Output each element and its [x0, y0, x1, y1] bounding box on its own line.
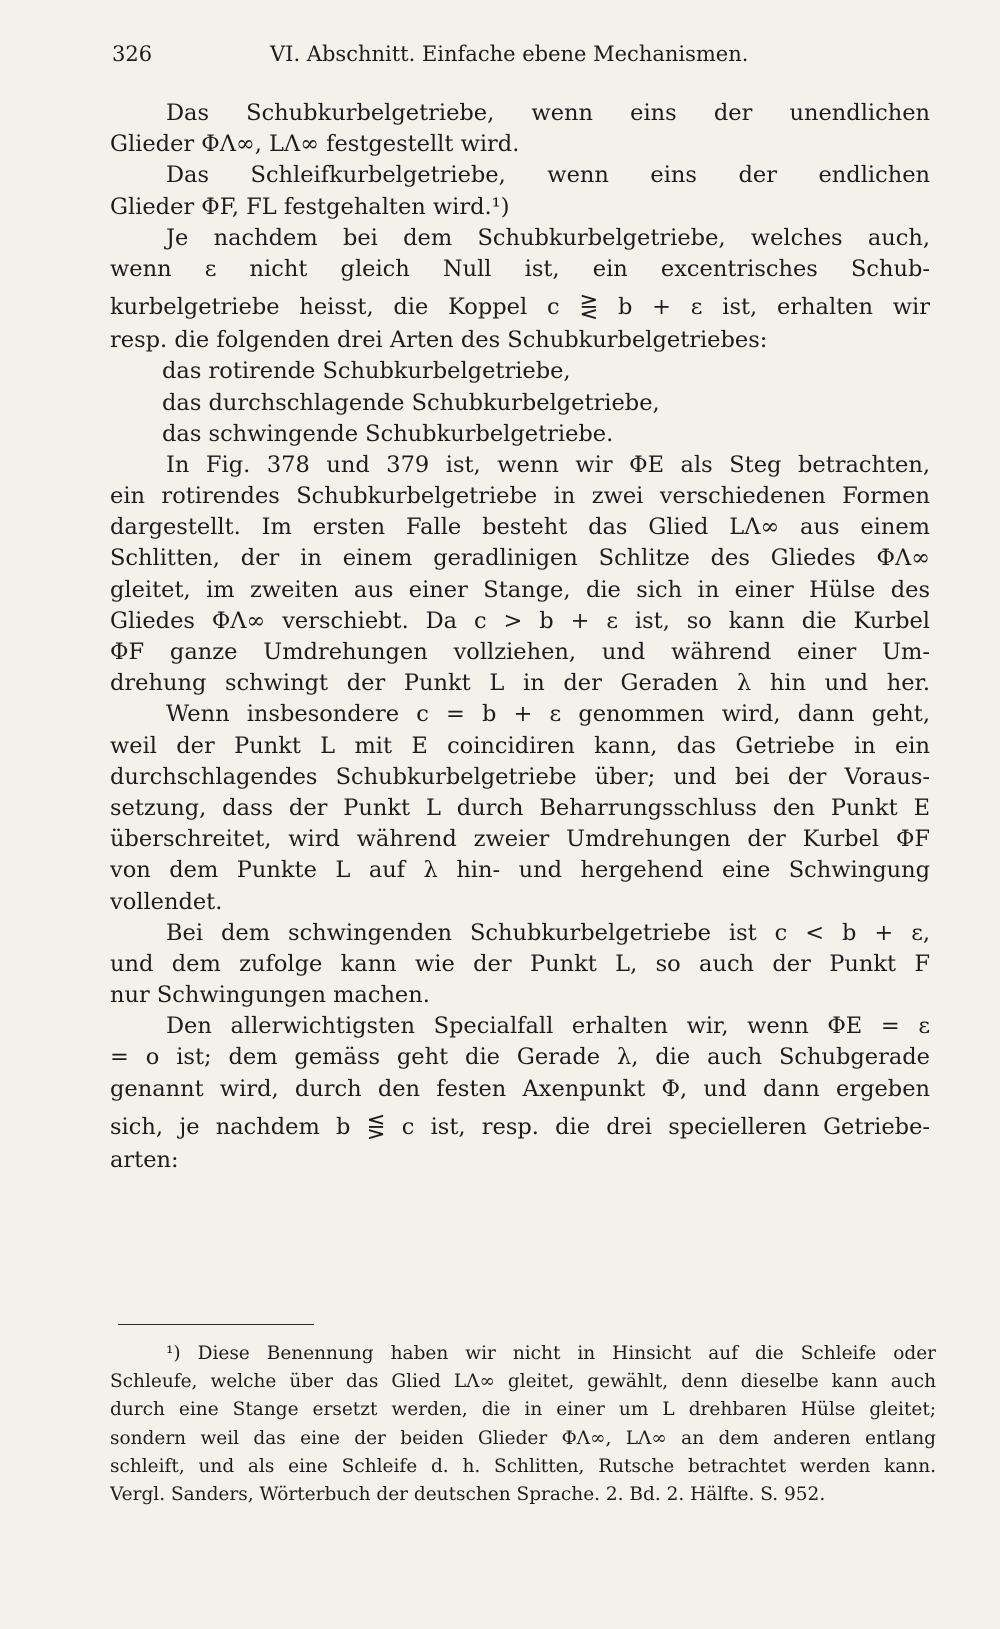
text-line: dargestellt. Im ersten Falle besteht das Glied LΛ∞ aus einem: [110, 514, 930, 541]
footnote-divider: [118, 1324, 314, 1325]
text-line: ΦF ganze Umdrehungen vollziehen, und während einer Um-: [110, 639, 930, 665]
page-number: 326: [112, 42, 153, 66]
text-line: von dem Punkte L auf λ hin- und hergehend eine Schwingung: [110, 857, 930, 884]
text-line: In Fig. 378 und 379 ist, wenn wir ΦE als Steg betrachten,: [166, 451, 930, 478]
main-text: [110, 98, 930, 1176]
text-line: arten:: [110, 1146, 179, 1173]
text-line: das schwingende Schubkurbelgetriebe.: [162, 420, 614, 447]
text-line: Das Schleifkurbelgetriebe, wenn eins der endlichen: [166, 162, 930, 189]
text-line: ein rotirendes Schubkurbelgetriebe in zwei verschiedenen Formen: [110, 483, 930, 510]
text-line: Den allerwichtigsten Specialfall erhalten wir, wenn ΦE = ε: [166, 1013, 930, 1040]
text-line: Glieder ΦF, FL festgehalten wird.¹): [110, 193, 510, 220]
footnote-line: durch eine Stange ersetzt werden, die in einer um L drehbaren Hülse gleitet;: [110, 1399, 936, 1421]
text-line: Glieder ΦΛ∞, LΛ∞ festgestellt wird.: [110, 131, 520, 158]
text-line: Bei dem schwingenden Schubkurbelgetriebe ist c < b + ε,: [166, 919, 930, 946]
text-line: wenn ε nicht gleich Null ist, ein excentrisches Schub-: [110, 255, 930, 282]
footnote-line: schleift, und als eine Schleife d. h. Schlitten, Rutsche betrachtet werden kann.: [110, 1455, 936, 1477]
text-line: setzung, dass der Punkt L durch Beharrungsschluss den Punkt E: [110, 794, 930, 821]
footnote: [110, 1340, 936, 1509]
text-line: nur Schwingungen machen.: [110, 982, 430, 1009]
text-line: sich, je nachdem b ⋚ c ist, resp. die drei specielleren Getriebe-: [110, 1113, 930, 1140]
text-line: vollendet.: [110, 888, 223, 915]
text-line: resp. die folgenden drei Arten des Schubkurbelgetriebes:: [110, 327, 768, 354]
text-line: Das Schubkurbelgetriebe, wenn eins der unendlichen: [166, 100, 930, 126]
footnote-line: Vergl. Sanders, Wörterbuch der deutschen Sprache. 2. Bd. 2. Hälfte. S. 952.: [110, 1483, 826, 1505]
text-line: = o ist; dem gemäss geht die Gerade λ, die auch Schubgerade: [110, 1044, 930, 1071]
text-line: Je nachdem bei dem Schubkurbelgetriebe, welches auch,: [166, 224, 930, 251]
text-line: überschreitet, wird während zweier Umdrehungen der Kurbel ΦF: [110, 826, 930, 853]
text-line: weil der Punkt L mit E coincidiren kann, das Getriebe in ein: [110, 732, 930, 759]
text-line: genannt wird, durch den festen Axenpunkt Φ, und dann ergeben: [110, 1075, 930, 1102]
text-line: Gliedes ΦΛ∞ verschiebt. Da c > b + ε ist, so kann die Kurbel: [110, 607, 930, 634]
text-line: Wenn insbesondere c = b + ε genommen wird, dann geht,: [166, 701, 930, 728]
running-title: VI. Abschnitt. Einfache ebene Mechanismen.: [270, 42, 749, 66]
text-line: Schlitten, der in einem geradlinigen Schlitze des Gliedes ΦΛ∞: [110, 545, 930, 572]
text-line: durchschlagendes Schubkurbelgetriebe über; und bei der Voraus-: [110, 763, 930, 790]
text-line: drehung schwingt der Punkt L in der Geraden λ hin und her.: [110, 670, 930, 697]
text-line: gleitet, im zweiten aus einer Stange, die sich in einer Hülse des: [110, 576, 930, 603]
text-line: das durchschlagende Schubkurbelgetriebe,: [162, 389, 660, 416]
running-header: [112, 42, 932, 74]
footnote-line: sondern weil das eine der beiden Glieder ΦΛ∞, LΛ∞ an dem anderen entlang: [110, 1427, 936, 1449]
text-line: kurbelgetriebe heisst, die Koppel c ⋛ b + ε ist, erhalten wir: [110, 294, 930, 321]
footnote-line: ¹) Diese Benennung haben wir nicht in Hinsicht auf die Schleife oder: [166, 1343, 936, 1364]
text-line: und dem zufolge kann wie der Punkt L, so auch der Punkt F: [110, 950, 930, 977]
footnote-line: Schleufe, welche über das Glied LΛ∞ gleitet, gewählt, denn dieselbe kann auch: [110, 1371, 936, 1393]
text-line: das rotirende Schubkurbelgetriebe,: [162, 358, 571, 385]
